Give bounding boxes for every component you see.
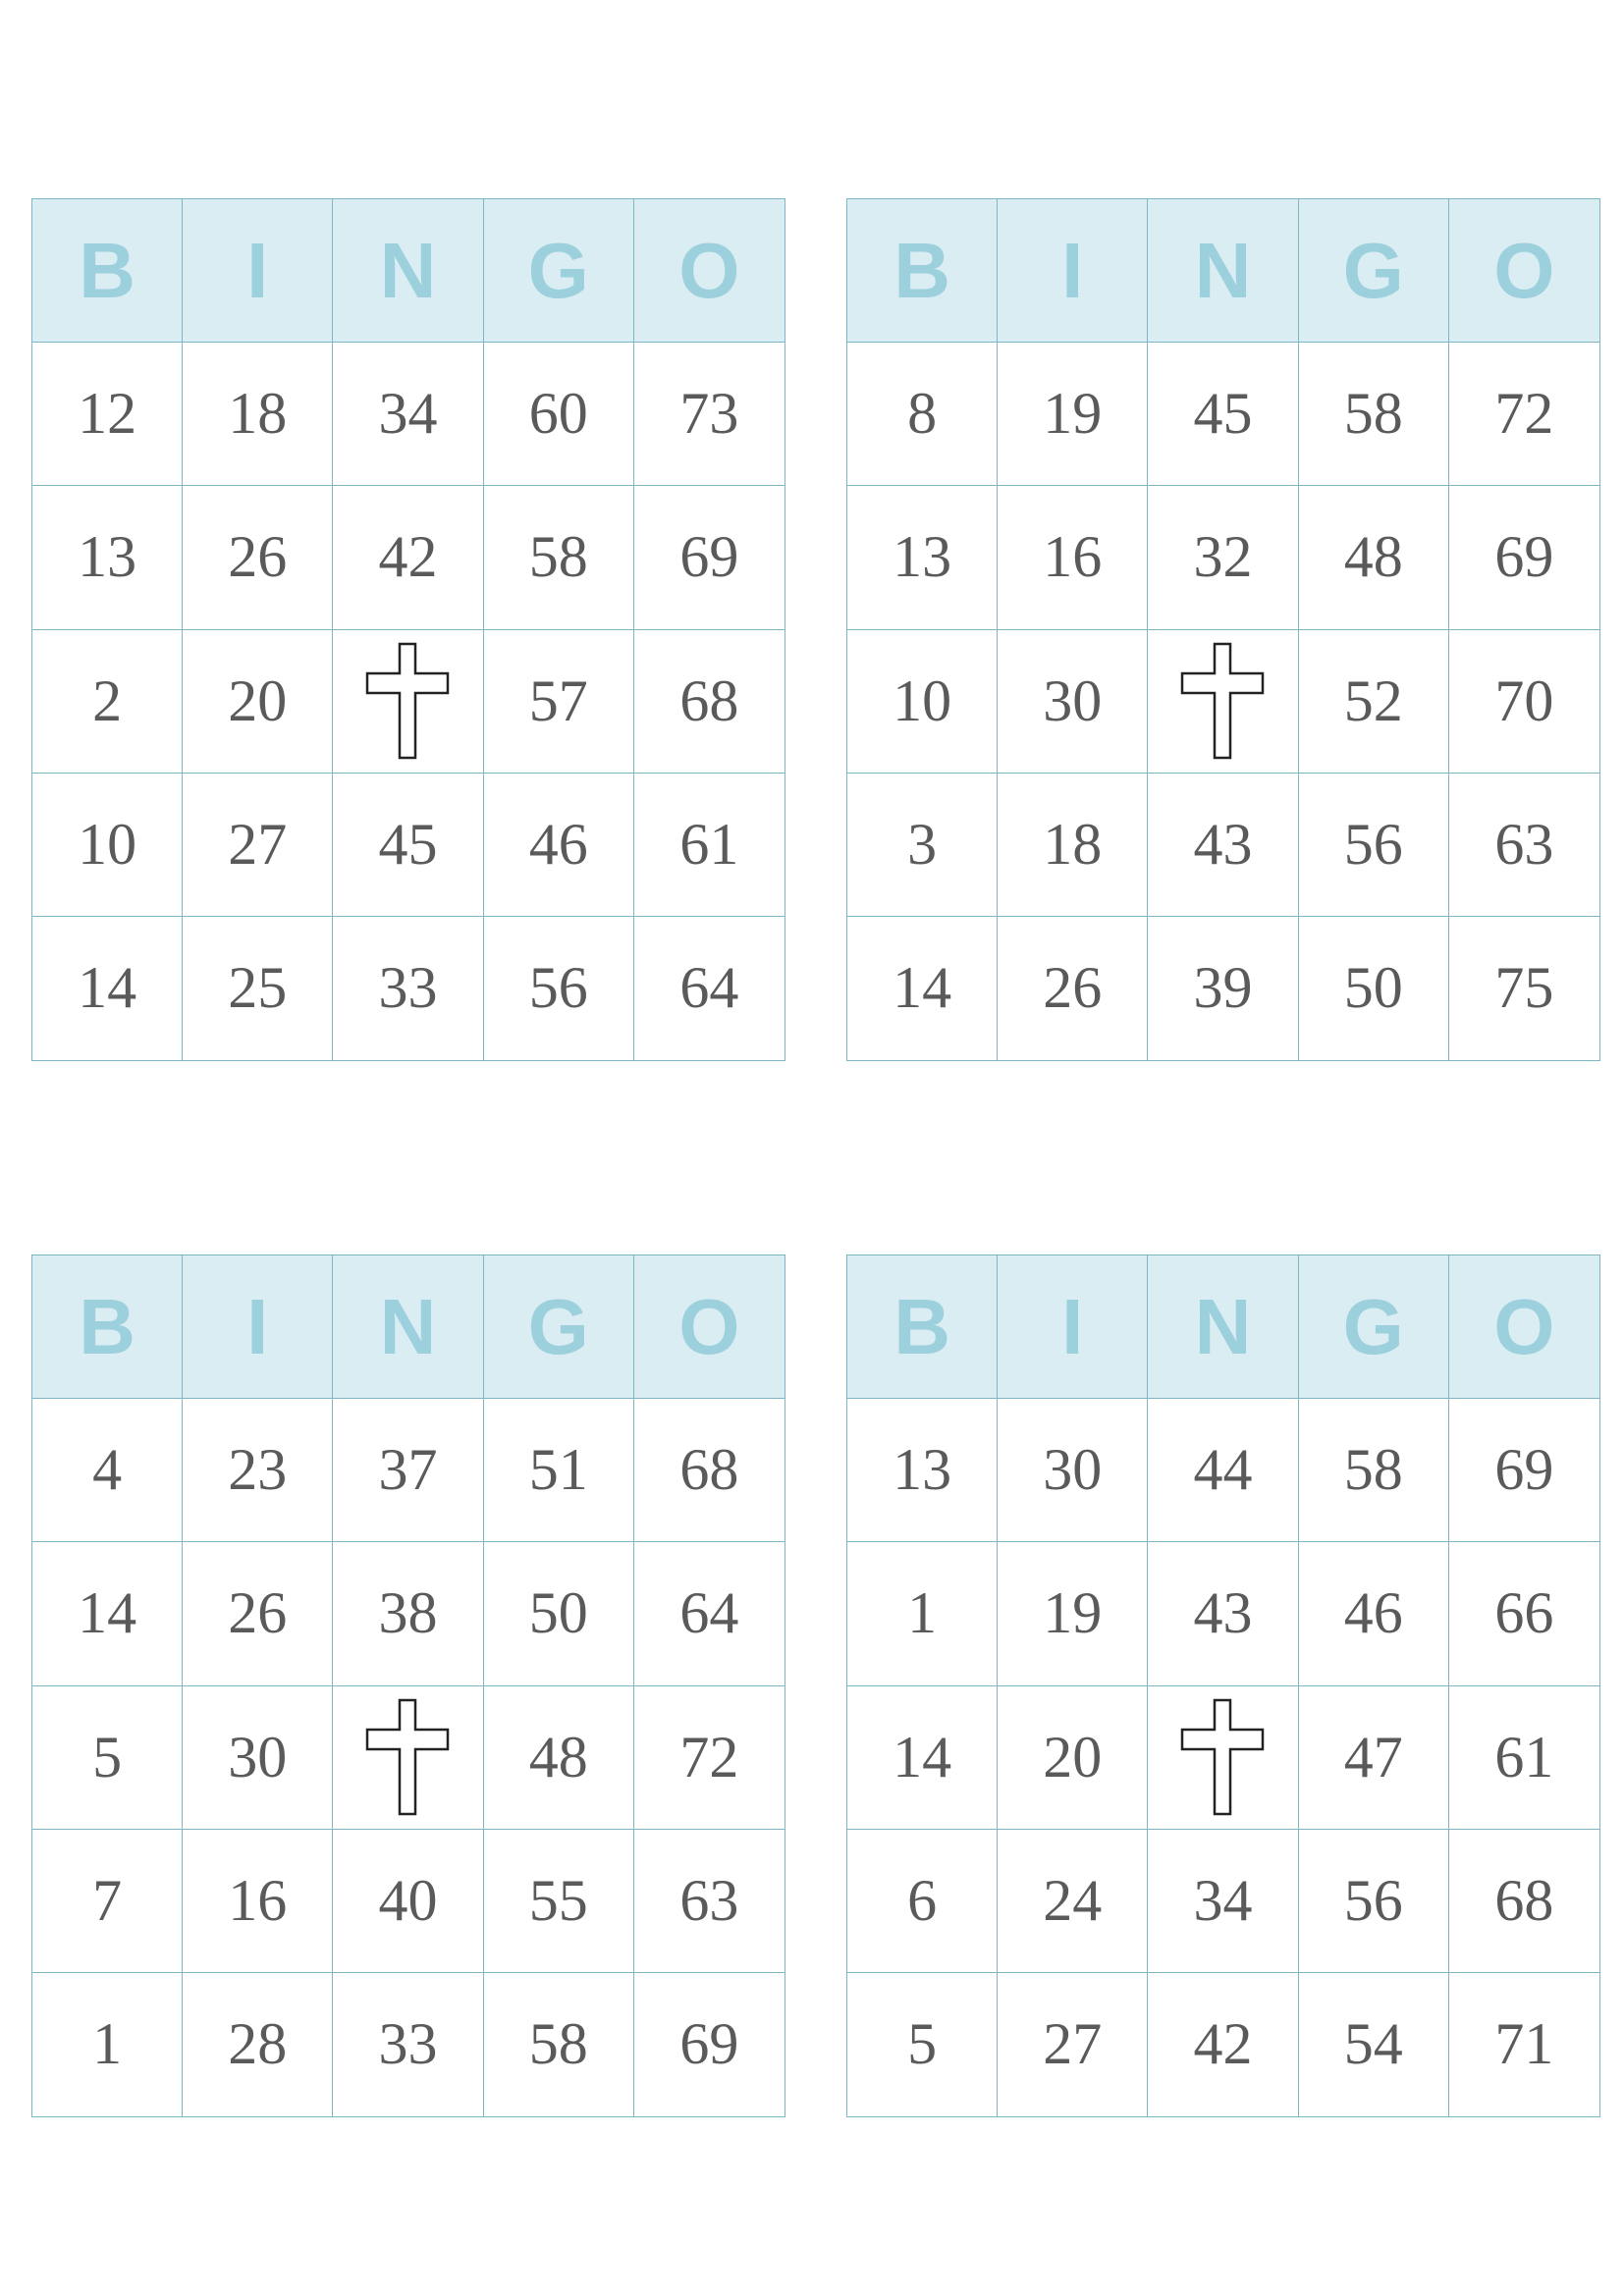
number-cell: 23 [183, 1399, 333, 1542]
header-letter-b: B [32, 1255, 183, 1399]
header-letter-o: O [1449, 1255, 1599, 1399]
number-cell: 14 [32, 917, 183, 1060]
number-cell: 60 [484, 343, 634, 486]
number-cell: 5 [847, 1973, 998, 2116]
number-cell: 8 [847, 343, 998, 486]
number-cell: 68 [634, 1399, 785, 1542]
number-cell: 40 [333, 1830, 483, 1973]
number-cell: 45 [1148, 343, 1298, 486]
number-cell: 20 [998, 1686, 1148, 1830]
number-cell: 50 [484, 1542, 634, 1685]
number-cell: 50 [1299, 917, 1449, 1060]
bingo-card [31, 198, 785, 1061]
header-letter-g: G [1299, 199, 1449, 343]
number-cell: 52 [1299, 630, 1449, 774]
header-letter-n: N [1148, 1255, 1298, 1399]
number-cell: 58 [1299, 343, 1449, 486]
number-cell: 27 [998, 1973, 1148, 2116]
number-cell: 45 [333, 774, 483, 917]
number-cell: 14 [847, 917, 998, 1060]
header-letter-n: N [333, 199, 483, 343]
number-cell: 58 [484, 486, 634, 629]
number-cell: 47 [1299, 1686, 1449, 1830]
number-cell: 64 [679, 955, 739, 1021]
number-cell: 33 [333, 1973, 483, 2116]
number-cell: 26 [183, 486, 333, 629]
header-letter-b: B [32, 199, 183, 343]
number-cell: 27 [183, 774, 333, 917]
number-cell: 16 [998, 486, 1148, 629]
number-cell: 5 [32, 1686, 183, 1830]
number-cell: 34 [333, 343, 483, 486]
bingo-card [846, 198, 1600, 1061]
number-cell: 48 [484, 1686, 634, 1830]
number-cell: 48 [1299, 486, 1449, 629]
number-cell: 56 [1299, 1830, 1449, 1973]
header-letter-o: O [634, 1255, 785, 1399]
number-cell: 10 [847, 630, 998, 774]
number-cell: 61 [634, 774, 785, 917]
header-letter-i: I [183, 1255, 333, 1399]
number-cell: 54 [1299, 1973, 1449, 2116]
number-cell: 72 [1449, 343, 1599, 486]
number-cell: 6 [847, 1830, 998, 1973]
number-cell: 32 [1148, 486, 1298, 629]
number-cell: 20 [183, 630, 333, 774]
header-letter-b: B [847, 199, 998, 343]
number-cell: 68 [1449, 1830, 1599, 1973]
number-cell: 57 [484, 630, 634, 774]
number-cell: 55 [484, 1830, 634, 1973]
number-cell: 39 [1148, 917, 1298, 1060]
number-cell: 25 [183, 917, 333, 1060]
number-cell: 38 [333, 1542, 483, 1685]
number-cell: 56 [1299, 774, 1449, 917]
bingo-card [31, 1255, 785, 2117]
header-letter-n: N [1148, 199, 1298, 343]
header-letter-i: I [998, 1255, 1148, 1399]
free-space [333, 630, 483, 774]
number-cell: 58 [484, 1973, 634, 2116]
number-cell: 14 [847, 1686, 998, 1830]
number-cell: 30 [998, 630, 1148, 774]
number-cell: 3 [847, 774, 998, 917]
free-space [1148, 1686, 1298, 1830]
cross-icon [365, 642, 450, 760]
cross-icon [365, 1698, 450, 1816]
number-cell: 10 [32, 774, 183, 917]
number-cell: 46 [1299, 1542, 1449, 1685]
header-letter-b: B [847, 1255, 998, 1399]
number-cell: 13 [847, 1399, 998, 1542]
number-cell: 13 [32, 486, 183, 629]
number-cell: 42 [1148, 1973, 1298, 2116]
number-cell: 19 [998, 1542, 1148, 1685]
cross-icon [1180, 1698, 1265, 1816]
number-cell: 56 [484, 917, 634, 1060]
number-cell: 28 [183, 1973, 333, 2116]
number-cell: 43 [1148, 774, 1298, 917]
number-cell: 69 [1449, 486, 1599, 629]
number-cell: 30 [183, 1686, 333, 1830]
bingo-card [846, 1255, 1600, 2117]
header-letter-o: O [1449, 199, 1599, 343]
header-letter-g: G [484, 199, 634, 343]
number-cell: 18 [183, 343, 333, 486]
number-cell: 70 [1449, 630, 1599, 774]
number-cell: 37 [333, 1399, 483, 1542]
number-cell: 42 [333, 486, 483, 629]
number-cell: 64 [634, 1542, 785, 1685]
number-cell: 18 [998, 774, 1148, 917]
number-cell: 33 [333, 917, 483, 1060]
number-cell: 68 [634, 630, 785, 774]
number-cell: 34 [1148, 1830, 1298, 1973]
number-cell: 1 [847, 1542, 998, 1685]
cross-icon [1180, 642, 1265, 760]
number-cell: 19 [998, 343, 1148, 486]
number-cell: 12 [32, 343, 183, 486]
header-letter-i: I [183, 199, 333, 343]
number-cell: 51 [484, 1399, 634, 1542]
header-letter-o: O [634, 199, 785, 343]
number-cell: 58 [1299, 1399, 1449, 1542]
number-cell: 69 [634, 486, 785, 629]
number-cell: 7 [32, 1830, 183, 1973]
free-space [1148, 630, 1298, 774]
number-cell: 71 [1494, 2011, 1554, 2077]
header-letter-i: I [998, 199, 1148, 343]
number-cell: 24 [998, 1830, 1148, 1973]
number-cell: 1 [32, 1973, 183, 2116]
number-cell: 63 [1449, 774, 1599, 917]
header-letter-g: G [1299, 1255, 1449, 1399]
number-cell: 13 [847, 486, 998, 629]
number-cell: 69 [679, 2011, 739, 2077]
number-cell: 30 [998, 1399, 1148, 1542]
number-cell: 2 [32, 630, 183, 774]
number-cell: 46 [484, 774, 634, 917]
number-cell: 26 [998, 917, 1148, 1060]
number-cell: 4 [32, 1399, 183, 1542]
number-cell: 69 [1449, 1399, 1599, 1542]
number-cell: 44 [1148, 1399, 1298, 1542]
number-cell: 16 [183, 1830, 333, 1973]
number-cell: 43 [1148, 1542, 1298, 1685]
header-letter-g: G [484, 1255, 634, 1399]
header-letter-n: N [333, 1255, 483, 1399]
free-space [333, 1686, 483, 1830]
number-cell: 63 [634, 1830, 785, 1973]
number-cell: 73 [634, 343, 785, 486]
number-cell: 72 [634, 1686, 785, 1830]
number-cell: 75 [1494, 955, 1554, 1021]
number-cell: 26 [183, 1542, 333, 1685]
number-cell: 66 [1449, 1542, 1599, 1685]
number-cell: 14 [32, 1542, 183, 1685]
number-cell: 61 [1449, 1686, 1599, 1830]
